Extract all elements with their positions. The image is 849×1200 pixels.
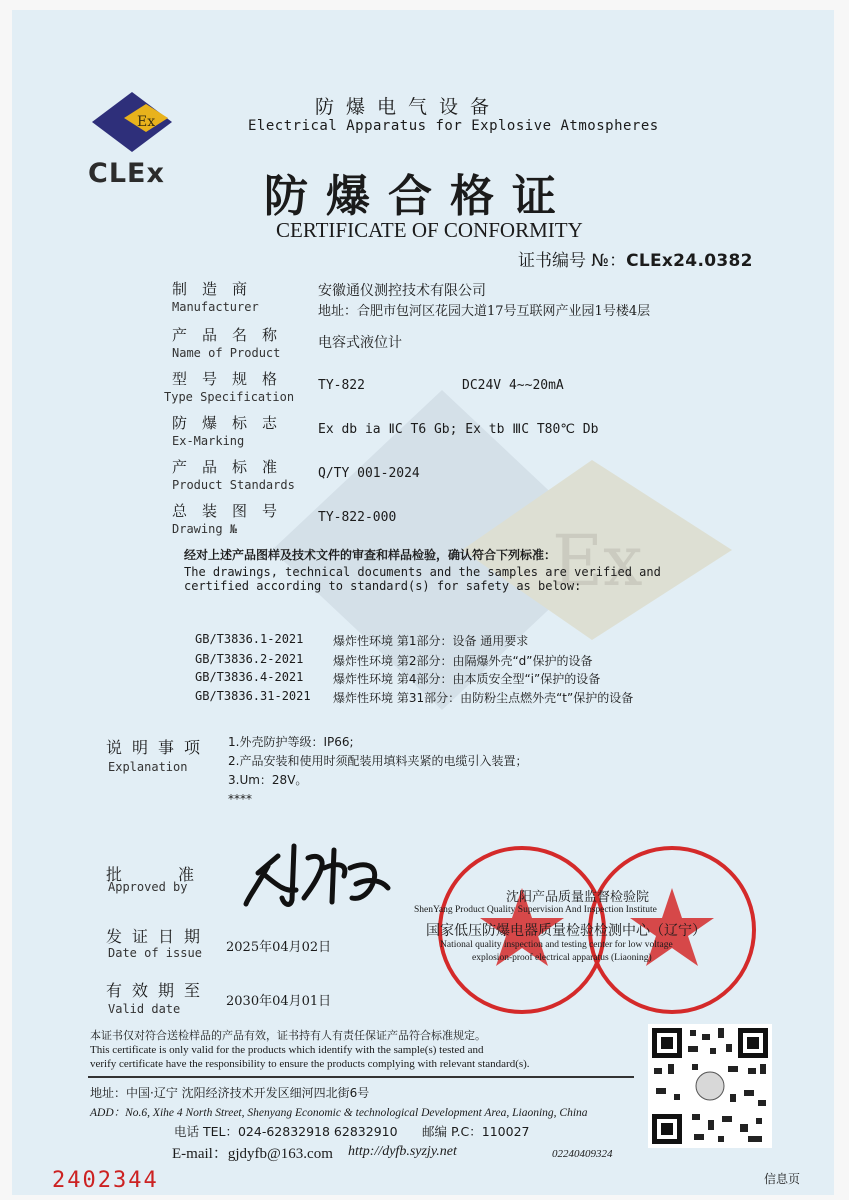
standard-desc: 爆炸性环境 第31部分：由防粉尘点燃外壳“t”保护的设备 bbox=[333, 691, 634, 705]
signature-icon bbox=[238, 828, 408, 918]
explanation-item: 3.Um：28V。 bbox=[228, 773, 308, 787]
explanation-list bbox=[228, 733, 527, 809]
footer-tel: 电话 TEL：024-62832918 62832910 bbox=[174, 1124, 398, 1139]
issue-date-label-en: Date of issue bbox=[108, 946, 202, 960]
serial-number: 2402344 bbox=[52, 1168, 159, 1193]
issue-date-value: 2025年04月02日 bbox=[226, 940, 332, 955]
standard-code: GB/T3836.2-2021 bbox=[195, 652, 304, 666]
info-page-label: 信息页 bbox=[764, 1172, 801, 1186]
product-standards-label: 产品标准 bbox=[172, 458, 293, 476]
qr-code-icon bbox=[648, 1024, 772, 1148]
type-spec-value: TY-822 bbox=[318, 378, 365, 393]
ex-marking-label-en: Ex-Marking bbox=[172, 434, 245, 448]
valid-date-label: 有效期至 bbox=[106, 981, 211, 1000]
drawing-no-label: 总装图号 bbox=[172, 502, 293, 520]
valid-date-label-en: Valid date bbox=[108, 1002, 181, 1016]
page-title-en: CERTIFICATE OF CONFORMITY bbox=[276, 218, 583, 242]
approved-label-en: Approved by bbox=[108, 880, 188, 894]
approved-label: 批准 bbox=[106, 865, 251, 884]
footer-code: 02240409324 bbox=[552, 1148, 613, 1160]
certificate-number: 证书编号 №：CLEx24.0382 bbox=[518, 251, 753, 271]
explanation-item: 1.外壳防护等级：IP66; bbox=[228, 735, 354, 749]
verification-statement-en: The drawings, technical documents and the samples are verified and certified according to standard(s) for safety as below: bbox=[184, 565, 661, 593]
footer-address-cn: 地址：中国·辽宁 沈阳经济技术开发区细河四北街6号 bbox=[90, 1086, 370, 1100]
explanation-item: **** bbox=[228, 792, 252, 806]
type-spec-label-en: Type Specification bbox=[164, 390, 295, 404]
certificate-sheet bbox=[12, 10, 834, 1195]
drawing-no-value: TY-822-000 bbox=[318, 510, 397, 525]
drawing-no-label-en: Drawing № bbox=[172, 522, 238, 536]
ex-marking-value: Ex db ia ⅡC T6 Gb; Ex tb ⅢC T80℃ Db bbox=[318, 422, 599, 437]
valid-date-value: 2030年04月01日 bbox=[226, 994, 332, 1009]
validity-note-en-2: verify certificate have the responsibility to ensure the products complying with relevant standard(s). bbox=[90, 1058, 530, 1070]
standard-desc: 爆炸性环境 第4部分：由本质安全型“i”保护的设备 bbox=[333, 672, 601, 686]
svg-text:Ex: Ex bbox=[552, 520, 643, 602]
logo-text: CLEx bbox=[88, 158, 165, 189]
standard-code: GB/T3836.31-2021 bbox=[195, 689, 311, 703]
explanation-item: 2.产品安装和使用时须配装用填料夹紧的电缆引入装置； bbox=[228, 754, 528, 768]
header-title-cn: 防爆电气设备 bbox=[315, 96, 502, 118]
standard-code: GB/T3836.1-2021 bbox=[195, 632, 304, 646]
product-name-label: 产品名称 bbox=[172, 326, 293, 344]
footer-website: http://dyfb.syzjy.net bbox=[348, 1144, 457, 1159]
divider bbox=[88, 1076, 634, 1078]
explanation-label: 说明事项 bbox=[106, 738, 211, 757]
issue-date-label: 发证日期 bbox=[106, 927, 211, 946]
footer-address-en: ADD：No.6, Xihe 4 North Street, Shenyang Economic & technological Development Area, Liaoning, China bbox=[90, 1107, 588, 1119]
footer-email: E-mail：gjdyfb@163.com bbox=[172, 1146, 333, 1162]
validity-note-en: This certificate is only valid for the products which identify with the sample(s) tested and bbox=[90, 1044, 484, 1056]
standard-desc: 爆炸性环境 第2部分：由隔爆外壳“d”保护的设备 bbox=[333, 654, 593, 668]
svg-text:Ex: Ex bbox=[137, 114, 156, 130]
ex-marking-label: 防爆标志 bbox=[172, 414, 293, 432]
product-standards-value: Q/TY 001-2024 bbox=[318, 466, 420, 481]
product-standards-label-en: Product Standards bbox=[172, 478, 295, 492]
manufacturer-address: 地址：合肥市包河区花园大道17号互联网产业园1号楼4层 bbox=[318, 304, 651, 319]
stamp-center-en-2: explosion-proof electrical apparatus (Liaoning) bbox=[472, 953, 652, 963]
footer-postcode: 邮编 P.C：110027 bbox=[422, 1124, 530, 1139]
explanation-label-en: Explanation bbox=[108, 760, 188, 774]
verification-statement-cn: 经对上述产品图样及技术文件的审查和样品检验，确认符合下列标准： bbox=[184, 548, 557, 562]
standard-desc: 爆炸性环境 第1部分：设备 通用要求 bbox=[333, 634, 529, 648]
stamp-org-en: ShenYang Product Quality Supervision And Inspection Institute bbox=[414, 905, 657, 915]
header-title-en: Electrical Apparatus for Explosive Atmospheres bbox=[248, 118, 659, 134]
type-spec-rating: DC24V 4~~20mA bbox=[462, 378, 564, 393]
validity-note-cn: 本证书仅对符合送检样品的产品有效，证书持有人有责任保证产品符合标准规定。 bbox=[90, 1030, 486, 1042]
stamp-org-cn: 沈阳产品质量监督检验院 bbox=[506, 890, 650, 905]
manufacturer-label-en: Manufacturer bbox=[172, 300, 259, 314]
product-name-value: 电容式液位计 bbox=[318, 335, 402, 351]
stamp-center-cn: 国家低压防爆电器质量检验检测中心（辽宁） bbox=[426, 923, 706, 939]
standard-code: GB/T3836.4-2021 bbox=[195, 670, 304, 684]
page-title: 防爆合格证 bbox=[264, 171, 574, 222]
manufacturer-label: 制造商 bbox=[172, 280, 263, 298]
manufacturer-value: 安徽通仪测控技术有限公司 bbox=[318, 283, 486, 299]
product-name-label-en: Name of Product bbox=[172, 346, 281, 360]
type-spec-label: 型号规格 bbox=[172, 370, 293, 388]
stamp-center-en-1: National quality inspection and testing center for low voltage bbox=[440, 940, 673, 950]
